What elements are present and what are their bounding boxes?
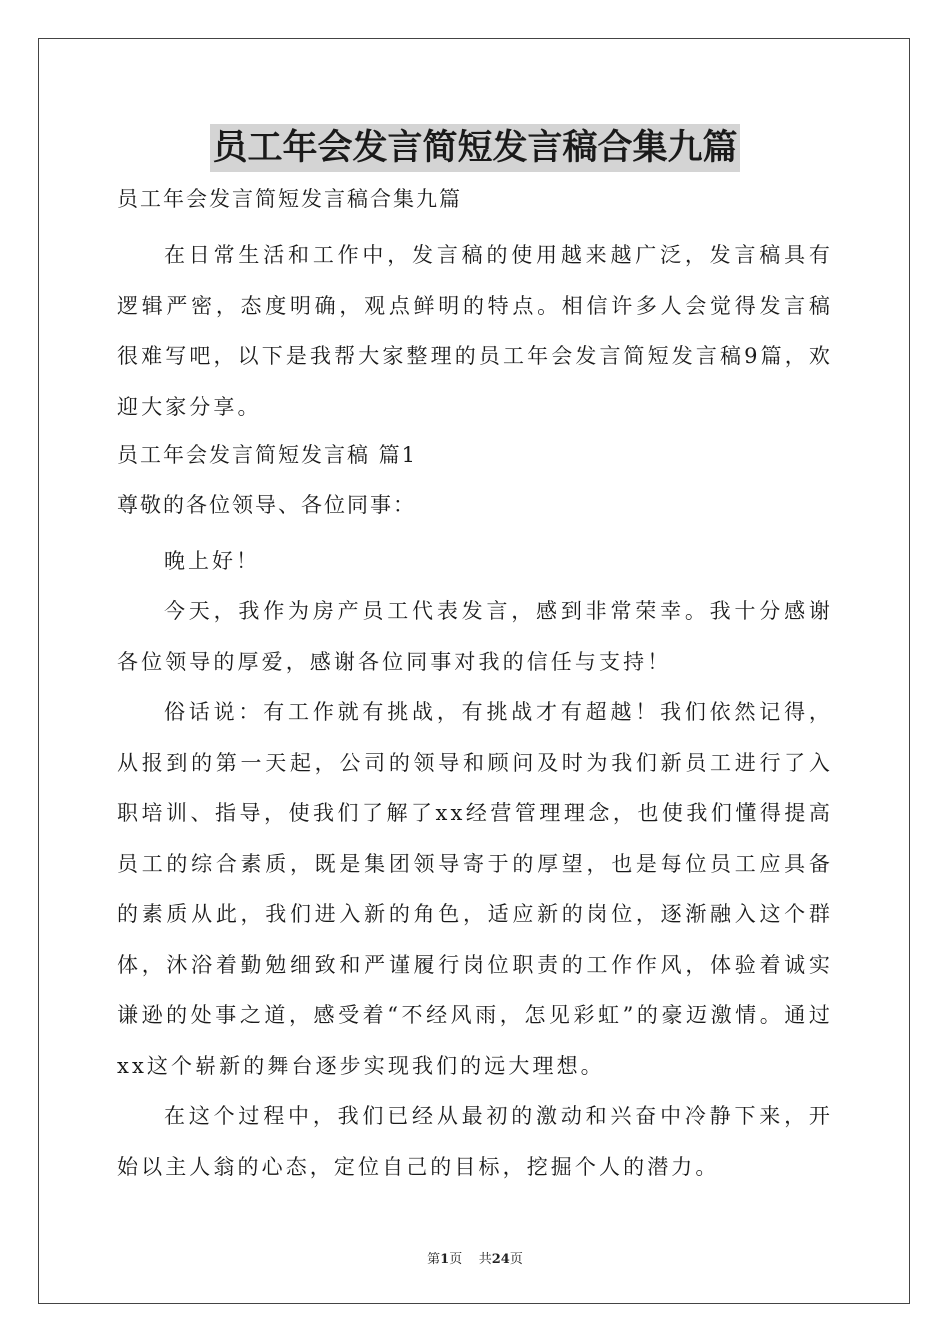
document-title: 员工年会发言简短发言稿合集九篇 — [210, 124, 739, 172]
footer-prefix: 第 — [427, 1252, 441, 1267]
page-footer — [0, 1248, 950, 1267]
body-paragraph: 在这个过程中，我们已经从最初的激动和兴奋中冷静下来，开始以主人翁的心态，定位自己的目标，挖掘个人的潜力。 — [117, 1104, 833, 1179]
body-paragraph: 俗话说：有工作就有挑战，有挑战才有超越！我们依然记得，从报到的第一天起，公司的领导和顾问及时为我们新员工进行了入职培训、指导，使我们了解了xx经营管理理念，也使我们懂得提高员工的综合素质，既是集团领导寄于的厚望，也是每位员工应具备的素质从此，我们进入新的角色，适应新的岗位，逐渐融入这个群体，沐浴着勤勉细致和严谨履行岗位职责的工作作风，体验着诚实谦逊的处事之道，感受着“不经风雨，怎见彩虹”的豪迈激情。通过xx这个崭新的舞台逐步实现我们的远大理想。 — [117, 700, 833, 1078]
footer-mid: 页 共 — [449, 1252, 492, 1267]
intro-paragraph: 在日常生活和工作中，发言稿的使用越来越广泛，发言稿具有逻辑严密，态度明确，观点鲜明的特点。相信许多人会觉得发言稿很难写吧，以下是我帮大家整理的员工年会发言简短发言稿9篇，欢迎大家分享。 — [117, 243, 833, 419]
section-heading: 员工年会发言简短发言稿 篇1 — [117, 443, 418, 467]
title-container — [0, 124, 950, 172]
greeting: 晚上好！ — [164, 549, 260, 573]
footer-page-number: 1 — [440, 1252, 450, 1267]
body-paragraph: 今天，我作为房产员工代表发言，感到非常荣幸。我十分感谢各位领导的厚爱，感谢各位同事对我的信任与支持！ — [117, 599, 833, 674]
footer-suffix: 页 — [509, 1252, 523, 1267]
document-body — [117, 180, 833, 1192]
document-subtitle: 员工年会发言简短发言稿合集九篇 — [117, 187, 462, 211]
salutation: 尊敬的各位领导、各位同事： — [117, 493, 416, 517]
footer-total-pages: 24 — [491, 1252, 510, 1267]
